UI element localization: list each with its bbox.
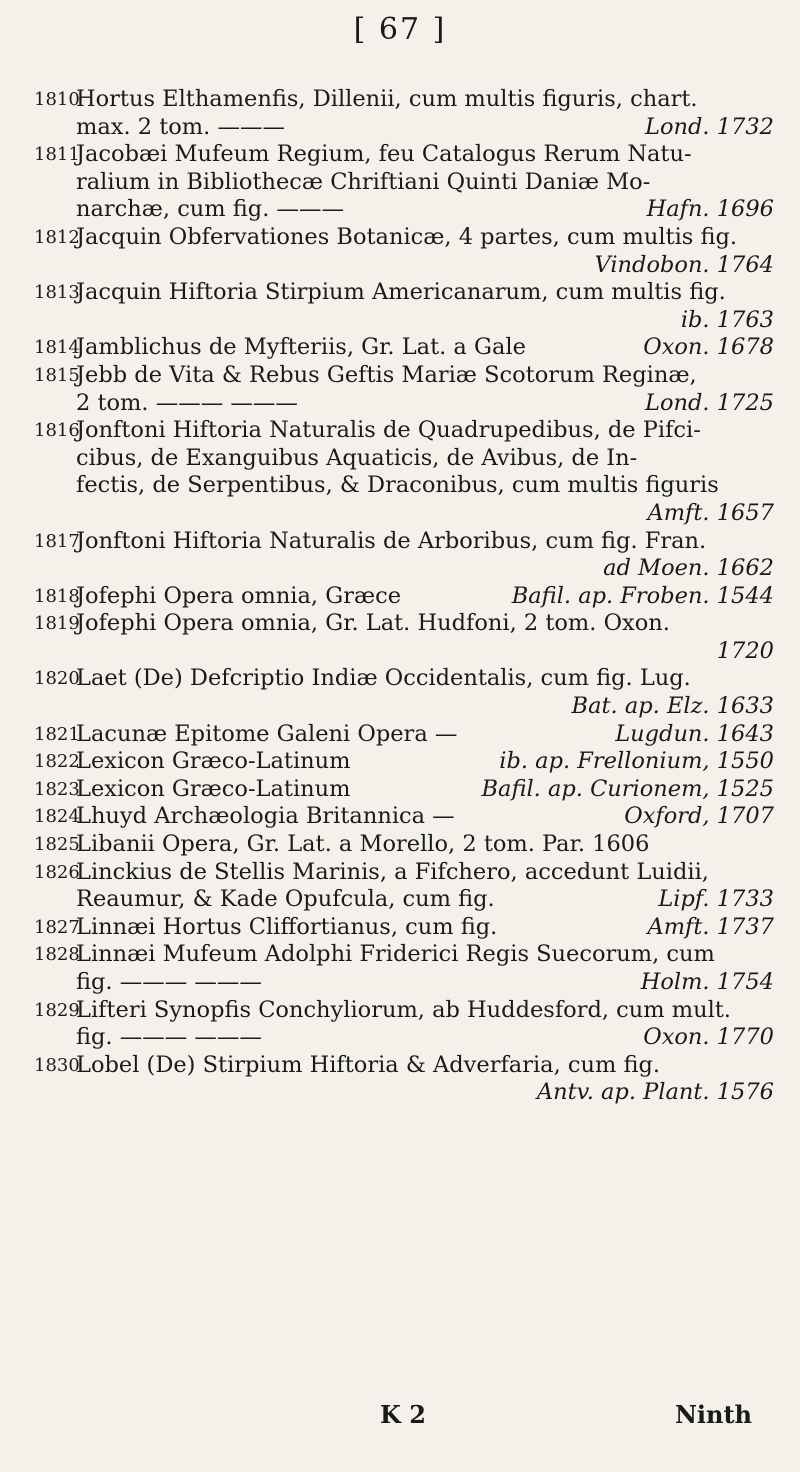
entry-number: 1827: [34, 916, 80, 938]
entry-line: [76, 334, 774, 362]
entry-imprint: Amft. 1737: [647, 913, 774, 940]
entry-line: Jonftoni Hiftoria Naturalis de Quadrupedibus, de Pifci-: [76, 417, 701, 444]
entry-imprint: Oxon. 1678: [643, 334, 774, 361]
entry-line: Jacquin Obfervationes Botanicæ, 4 partes, cum multis fig.: [76, 223, 738, 250]
entry-imprint: Hafn. 1696: [646, 196, 774, 223]
entry-imprint: Lond. 1732: [645, 113, 774, 140]
entry-title-text: Linnæi Hortus Cliffortianus, cum fig.: [76, 913, 498, 940]
entry-line: Lifteri Synopfis Conchyliorum, ab Huddesford, cum mult.: [76, 996, 731, 1023]
entry-line: [76, 803, 774, 831]
entry-number: 1816: [34, 420, 80, 442]
catalogue-entry: [34, 748, 774, 776]
entry-number: 1815: [34, 364, 80, 386]
entry-title-text: Lexicon Græco-Latinum: [76, 775, 351, 802]
entry-imprint: Oxford, 1707: [624, 803, 774, 830]
entry-number: 1812: [34, 226, 80, 248]
entry-title-text: 2 tom. ——— ———: [76, 389, 298, 416]
entry-imprint: ad Moen. 1662: [603, 555, 774, 582]
entry-line: [76, 721, 774, 749]
entry-imprint: Lond. 1725: [645, 389, 774, 416]
entry-number: 1818: [34, 585, 80, 607]
entry-line: [76, 390, 774, 418]
catchword: Ninth: [674, 1400, 752, 1429]
entry-number: 1817: [34, 530, 80, 552]
catalogue-entry: [34, 86, 774, 141]
entry-line: [76, 196, 774, 224]
entry-imprint: 1720: [716, 637, 774, 664]
entry-title-text: Reaumur, & Kade Opufcula, cum fig.: [76, 886, 495, 913]
catalogue-entry: [34, 334, 774, 362]
catalogue-entry: [34, 859, 774, 914]
catalogue-entry: [34, 528, 774, 583]
catalogue-entry: [34, 803, 774, 831]
entry-number: 1810: [34, 89, 80, 110]
entry-line: Lobel (De) Stirpium Hiftoria & Adverfaria, cum fig.: [76, 1051, 661, 1078]
entry-line: fectis, de Serpentibus, & Draconibus, cum multis figuris: [76, 472, 719, 499]
entry-line: [76, 748, 774, 776]
entry-line: Linnæi Mufeum Adolphi Friderici Regis Suecorum, cum: [76, 941, 715, 968]
entry-number: 1829: [34, 999, 80, 1021]
entry-line: [76, 969, 774, 997]
entry-line: [76, 114, 774, 142]
catalogue-entry: [34, 941, 774, 996]
entry-line: Jacobæi Mufeum Regium, feu Catalogus Rerum Natu-: [76, 141, 692, 168]
entry-line: Jofephi Opera omnia, Gr. Lat. Hudfoni, 2 tom. Oxon.: [76, 610, 670, 637]
catalogue-entry: [34, 1052, 774, 1107]
entry-line: [76, 776, 774, 804]
page-number: [ 67 ]: [353, 12, 447, 47]
catalogue-entry: [34, 776, 774, 804]
entry-line: Hortus Elthamenfis, Dillenii, cum multis figuris, chart.: [76, 86, 698, 112]
catalogue-entries: [34, 86, 774, 1107]
catalogue-entry: [34, 362, 774, 417]
entry-number: 1824: [34, 806, 80, 828]
catalogue-entry: [34, 721, 774, 749]
entry-title-text: fig. ——— ———: [76, 1024, 262, 1051]
catalogue-entry: [34, 583, 774, 611]
catalogue-entry: [34, 665, 774, 720]
entry-title-text: Lacunæ Epitome Galeni Opera —: [76, 720, 458, 747]
entry-imprint: ib. 1763: [680, 306, 774, 333]
entry-line: Linckius de Stellis Marinis, a Fifchero, accedunt Luidii,: [76, 858, 709, 885]
entry-imprint: Lipf. 1733: [658, 886, 774, 913]
entry-title-text: narchæ, cum fig. ———: [76, 196, 345, 223]
entry-line: [76, 914, 774, 942]
entry-number: 1826: [34, 861, 80, 883]
page-footer: [0, 1400, 800, 1440]
entry-number: 1825: [34, 834, 80, 856]
entry-imprint: Vindobon. 1764: [594, 251, 774, 278]
entry-line: Jonftoni Hiftoria Naturalis de Arboribus, cum fig. Fran.: [76, 527, 707, 554]
entry-imprint: Bat. ap. Elz. 1633: [571, 693, 774, 720]
entry-line: Libanii Opera, Gr. Lat. a Morello, 2 tom. Par. 1606: [76, 831, 650, 858]
entry-title-text: Jofephi Opera omnia, Græce: [76, 582, 402, 609]
catalogue-entry: [34, 914, 774, 942]
entry-number: 1813: [34, 282, 80, 304]
entry-line: Jebb de Vita & Rebus Geftis Mariæ Scotorum Reginæ,: [76, 361, 697, 388]
entry-title-text: max. 2 tom. ———: [76, 113, 285, 140]
catalogue-entry: [34, 224, 774, 279]
catalogue-entry: [34, 610, 774, 665]
entry-title-text: Jamblichus de Myfteriis, Gr. Lat. a Gale: [76, 334, 526, 361]
entry-line: [76, 583, 774, 611]
entry-title-text: Lhuyd Archæologia Britannica —: [76, 803, 455, 830]
catalogue-entry: [34, 831, 774, 859]
entry-line: Jacquin Hiftoria Stirpium Americanarum, cum multis fig.: [76, 279, 726, 306]
signature-mark: K 2: [380, 1400, 426, 1429]
entry-number: 1811: [34, 144, 80, 166]
entry-line: [76, 1024, 774, 1052]
entry-imprint: Amft. 1657: [647, 499, 774, 526]
entry-number: 1822: [34, 751, 80, 773]
catalogue-entry: [34, 997, 774, 1052]
entry-line: ralium in Bibliothecæ Chriftiani Quinti Daniæ Mo-: [76, 168, 651, 195]
catalogue-entry: [34, 141, 774, 224]
entry-imprint: ib. ap. Frellonium, 1550: [499, 748, 774, 775]
catalogue-entry: [34, 279, 774, 334]
entry-line: cibus, de Exanguibus Aquaticis, de Avibus, de In-: [76, 444, 638, 471]
entry-title-text: Lexicon Græco-Latinum: [76, 748, 351, 775]
entry-line: [76, 886, 774, 914]
entry-imprint: Bafil. ap. Curionem, 1525: [481, 775, 774, 802]
entry-number: 1823: [34, 778, 80, 800]
entry-number: 1828: [34, 944, 80, 966]
entry-number: 1821: [34, 723, 80, 745]
entry-imprint: Lugdun. 1643: [615, 720, 774, 747]
entry-imprint: Antv. ap. Plant. 1576: [536, 1079, 774, 1106]
entry-imprint: Holm. 1754: [640, 969, 774, 995]
entry-number: 1820: [34, 668, 80, 690]
entry-number: 1814: [34, 337, 80, 359]
entry-imprint: Oxon. 1770: [643, 1024, 774, 1051]
entry-line: Laet (De) Defcriptio Indiæ Occidentalis, cum fig. Lug.: [76, 665, 691, 692]
entry-number: 1830: [34, 1054, 80, 1076]
entry-title-text: fig. ——— ———: [76, 969, 262, 995]
entry-imprint: Bafil. ap. Froben. 1544: [511, 582, 774, 609]
entry-number: 1819: [34, 613, 80, 635]
catalogue-entry: [34, 417, 774, 527]
